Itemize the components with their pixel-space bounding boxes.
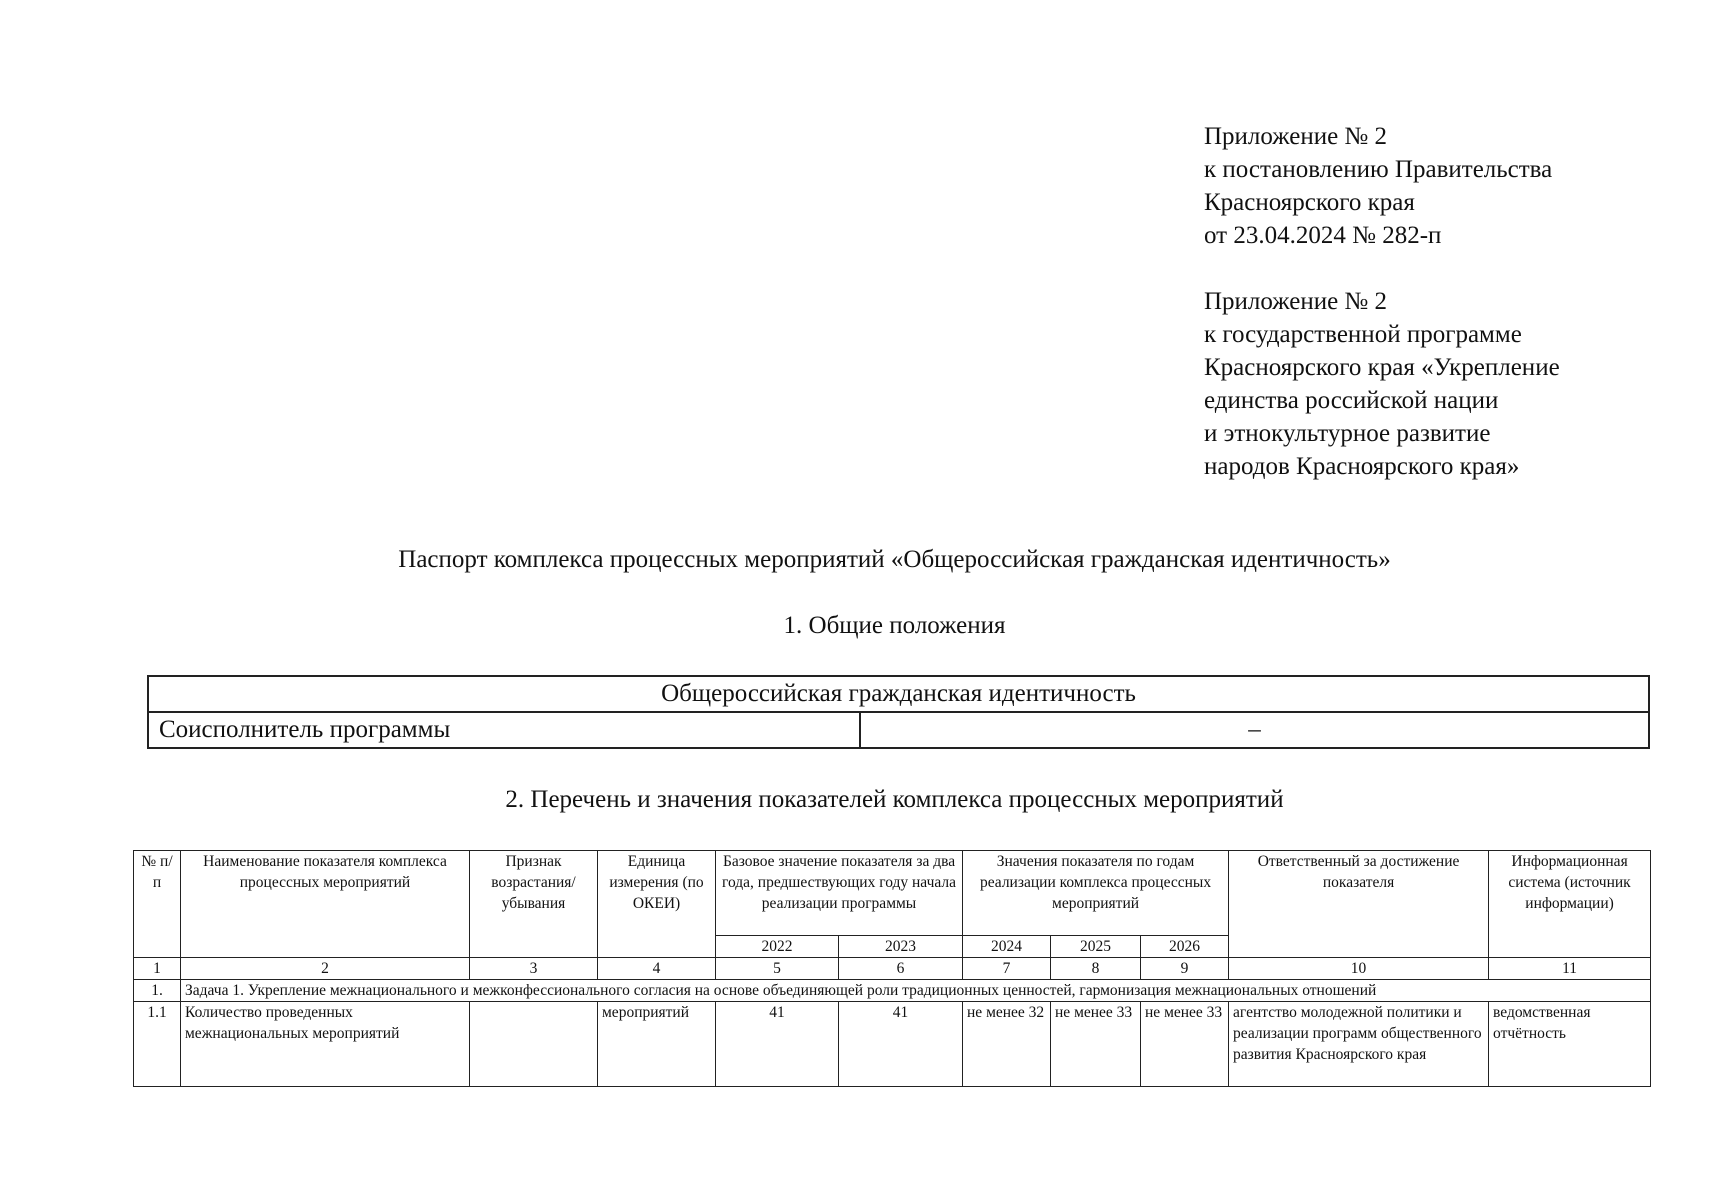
annex-line: от 23.04.2024 № 282-п bbox=[1204, 222, 1442, 249]
header-responsible: Ответственный за достижение показателя bbox=[1229, 851, 1489, 958]
annex-line: единства российской нации bbox=[1204, 387, 1499, 414]
row-value-2023: 41 bbox=[839, 1002, 963, 1087]
row-value-2022: 41 bbox=[716, 1002, 839, 1087]
header-name: Наименование показателя комплекса процессных мероприятий bbox=[181, 851, 470, 958]
row-unit: мероприятий bbox=[598, 1002, 716, 1087]
column-number: 10 bbox=[1229, 958, 1489, 980]
annex-line: народов Красноярского края» bbox=[1204, 453, 1520, 480]
document-title: Паспорт комплекса процессных мероприятий «Общероссийская гражданская идентичность» bbox=[398, 546, 1391, 573]
row-value-2026: не менее 33 bbox=[1141, 1002, 1229, 1087]
header-year-2026: 2026 bbox=[1141, 936, 1229, 958]
general-provisions-table bbox=[147, 675, 1650, 749]
row-value-2024: не менее 32 bbox=[963, 1002, 1051, 1087]
column-number: 1 bbox=[134, 958, 181, 980]
coexecutor-label: Соисполнитель программы bbox=[148, 712, 860, 748]
row-info: ведомственная отчётность bbox=[1489, 1002, 1651, 1087]
annex-line: Приложение № 2 bbox=[1204, 288, 1388, 315]
header-year-2025: 2025 bbox=[1051, 936, 1141, 958]
annex-line: к государственной программе bbox=[1204, 321, 1522, 348]
annex-decree-block bbox=[1204, 120, 1552, 252]
column-number: 6 bbox=[839, 958, 963, 980]
column-number: 8 bbox=[1051, 958, 1141, 980]
header-info: Информационная система (источник информации) bbox=[1489, 851, 1651, 958]
task-row bbox=[134, 980, 1651, 1002]
header-years: Значения показателя по годам реализации комплекса процессных мероприятий bbox=[963, 851, 1229, 936]
annex-line: Красноярского края bbox=[1204, 189, 1415, 216]
task-num: 1. bbox=[134, 980, 181, 1002]
annex-line: Красноярского края «Укрепление bbox=[1204, 354, 1560, 381]
column-number: 7 bbox=[963, 958, 1051, 980]
coexecutor-value: – bbox=[860, 712, 1649, 748]
header-base: Базовое значение показателя за два года, предшествующих году начала реализации программы bbox=[716, 851, 963, 936]
column-number: 3 bbox=[470, 958, 598, 980]
table-row bbox=[134, 1002, 1651, 1087]
column-number: 2 bbox=[181, 958, 470, 980]
header-sign: Признак возрастания/ убывания bbox=[470, 851, 598, 958]
section1-title: 1. Общие положения bbox=[783, 612, 1006, 639]
column-numbers-row bbox=[134, 958, 1651, 980]
general-table-header: Общероссийская гражданская идентичность bbox=[148, 676, 1649, 712]
header-unit: Единица измерения (по ОКЕИ) bbox=[598, 851, 716, 958]
annex-program-block bbox=[1204, 285, 1560, 483]
column-number: 11 bbox=[1489, 958, 1651, 980]
column-number: 9 bbox=[1141, 958, 1229, 980]
row-sign bbox=[470, 1002, 598, 1087]
row-name: Количество проведенных межнациональных мероприятий bbox=[181, 1002, 470, 1087]
row-responsible: агентство молодежной политики и реализации программ общественного развития Красноярского края bbox=[1229, 1002, 1489, 1087]
header-year-2022: 2022 bbox=[716, 936, 839, 958]
section2-title: 2. Перечень и значения показателей комплекса процессных мероприятий bbox=[505, 786, 1284, 813]
row-num: 1.1 bbox=[134, 1002, 181, 1087]
column-number: 5 bbox=[716, 958, 839, 980]
column-number: 4 bbox=[598, 958, 716, 980]
annex-line: Приложение № 2 bbox=[1204, 123, 1388, 150]
indicators-table bbox=[133, 850, 1651, 1087]
row-value-2025: не менее 33 bbox=[1051, 1002, 1141, 1087]
task-text: Задача 1. Укрепление межнационального и межконфессионального согласия на основе объединяющей роли традиционных ценностей, гармонизация межнациональных отношений bbox=[181, 980, 1651, 1002]
header-year-2023: 2023 bbox=[839, 936, 963, 958]
header-year-2024: 2024 bbox=[963, 936, 1051, 958]
annex-line: и этнокультурное развитие bbox=[1204, 420, 1491, 447]
annex-line: к постановлению Правительства bbox=[1204, 156, 1553, 183]
header-num: № п/п bbox=[134, 851, 181, 958]
